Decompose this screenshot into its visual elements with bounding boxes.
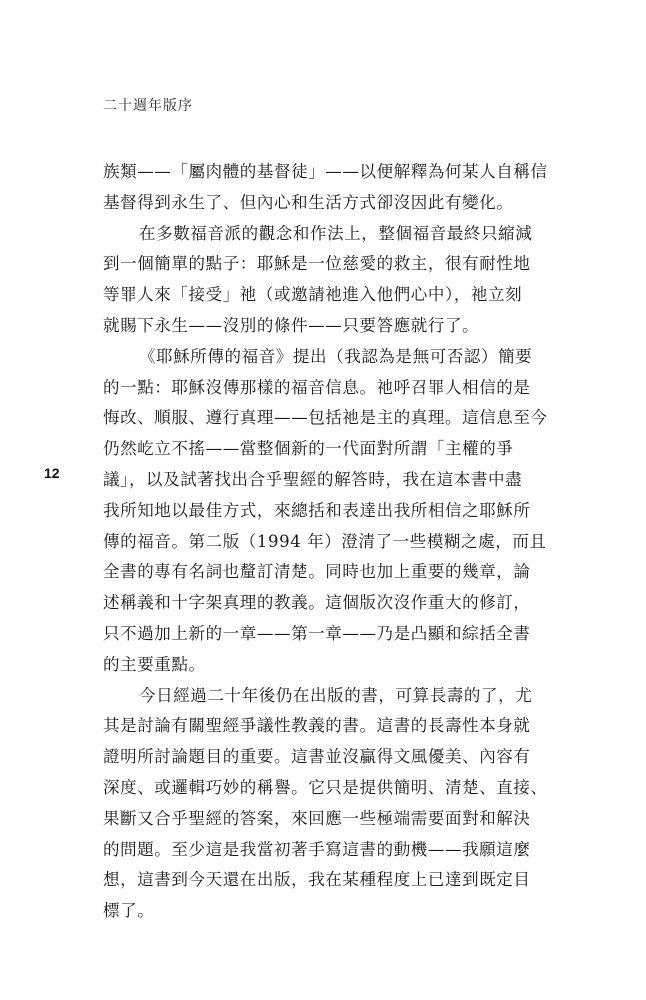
- body-text: [103, 157, 583, 927]
- text-line: 傳的福音。第二版（1994 年）澄清了一些模糊之處，而且: [103, 531, 547, 551]
- paragraph: [103, 342, 583, 681]
- text-line: 其是討論有關聖經爭議性教義的書。這書的長壽性本身就: [103, 716, 531, 736]
- text-line: 的一點：耶穌沒傳那樣的福音信息。祂呼召罪人相信的是: [103, 377, 531, 397]
- text-line: 想，這書到今天還在出版，我在某種程度上已達到既定目: [103, 870, 531, 890]
- text-line: 標了。: [103, 901, 155, 921]
- text-line: 議」，以及試著找出合乎聖經的解答時，我在這本書中盡: [103, 469, 523, 489]
- text-line: 基督得到永生了、但內心和生活方式卻沒因此有變化。: [103, 192, 514, 212]
- text-line: 的問題。至少這是我當初著手寫這書的動機——我願這麼: [103, 839, 531, 859]
- running-head: 二十週年版序: [103, 98, 193, 114]
- text-line: 等罪人來「接受」祂（或邀請祂進入他們心中），祂立刻: [103, 285, 523, 305]
- text-line: 就賜下永生——沒別的條件——只要答應就行了。: [103, 315, 480, 335]
- text-line: 全書的專有名詞也釐訂清楚。同時也加上重要的幾章，論: [103, 562, 531, 582]
- text-line: 證明所討論題目的重要。這書並沒贏得文風優美、內容有: [103, 747, 531, 767]
- text-line: 《耶穌所傳的福音》提出（我認為是無可否認）簡要: [139, 346, 533, 366]
- text-line: 我所知地以最佳方式，來總括和表達出我所相信之耶穌所: [103, 500, 531, 520]
- paragraph: [103, 157, 583, 219]
- text-line: 深度、或邏輯巧妙的稱譽。它只是提供簡明、清楚、直接、: [103, 777, 548, 797]
- text-line: 到一個簡單的點子：耶穌是一位慈愛的救主，很有耐性地: [103, 254, 531, 274]
- text-line: 述稱義和十字架真理的教義。這個版次沒作重大的修訂，: [103, 593, 531, 613]
- text-line: 悔改、順服、遵行真理——包括祂是主的真理。這信息至今: [103, 408, 548, 428]
- paragraph: [103, 219, 583, 342]
- text-line: 的主要重點。: [103, 654, 206, 674]
- paragraph: [103, 681, 583, 927]
- text-line: 在多數福音派的觀念和作法上，整個福音最終只縮減: [139, 223, 533, 243]
- text-line: 今日經過二十年後仍在出版的書，可算長壽的了，尤: [139, 685, 533, 705]
- text-line: 果斷又合乎聖經的答案，來回應一些極端需要面對和解決: [103, 808, 531, 828]
- page-number: 12: [44, 465, 60, 481]
- text-line: 仍然屹立不搖——當整個新的一代面對所謂「主權的爭: [103, 439, 514, 459]
- text-line: 族類——「屬肉體的基督徒」——以便解釋為何某人自稱信: [103, 162, 548, 181]
- text-line: 只不過加上新的一章——第一章——乃是凸顯和綜括全書: [103, 623, 531, 643]
